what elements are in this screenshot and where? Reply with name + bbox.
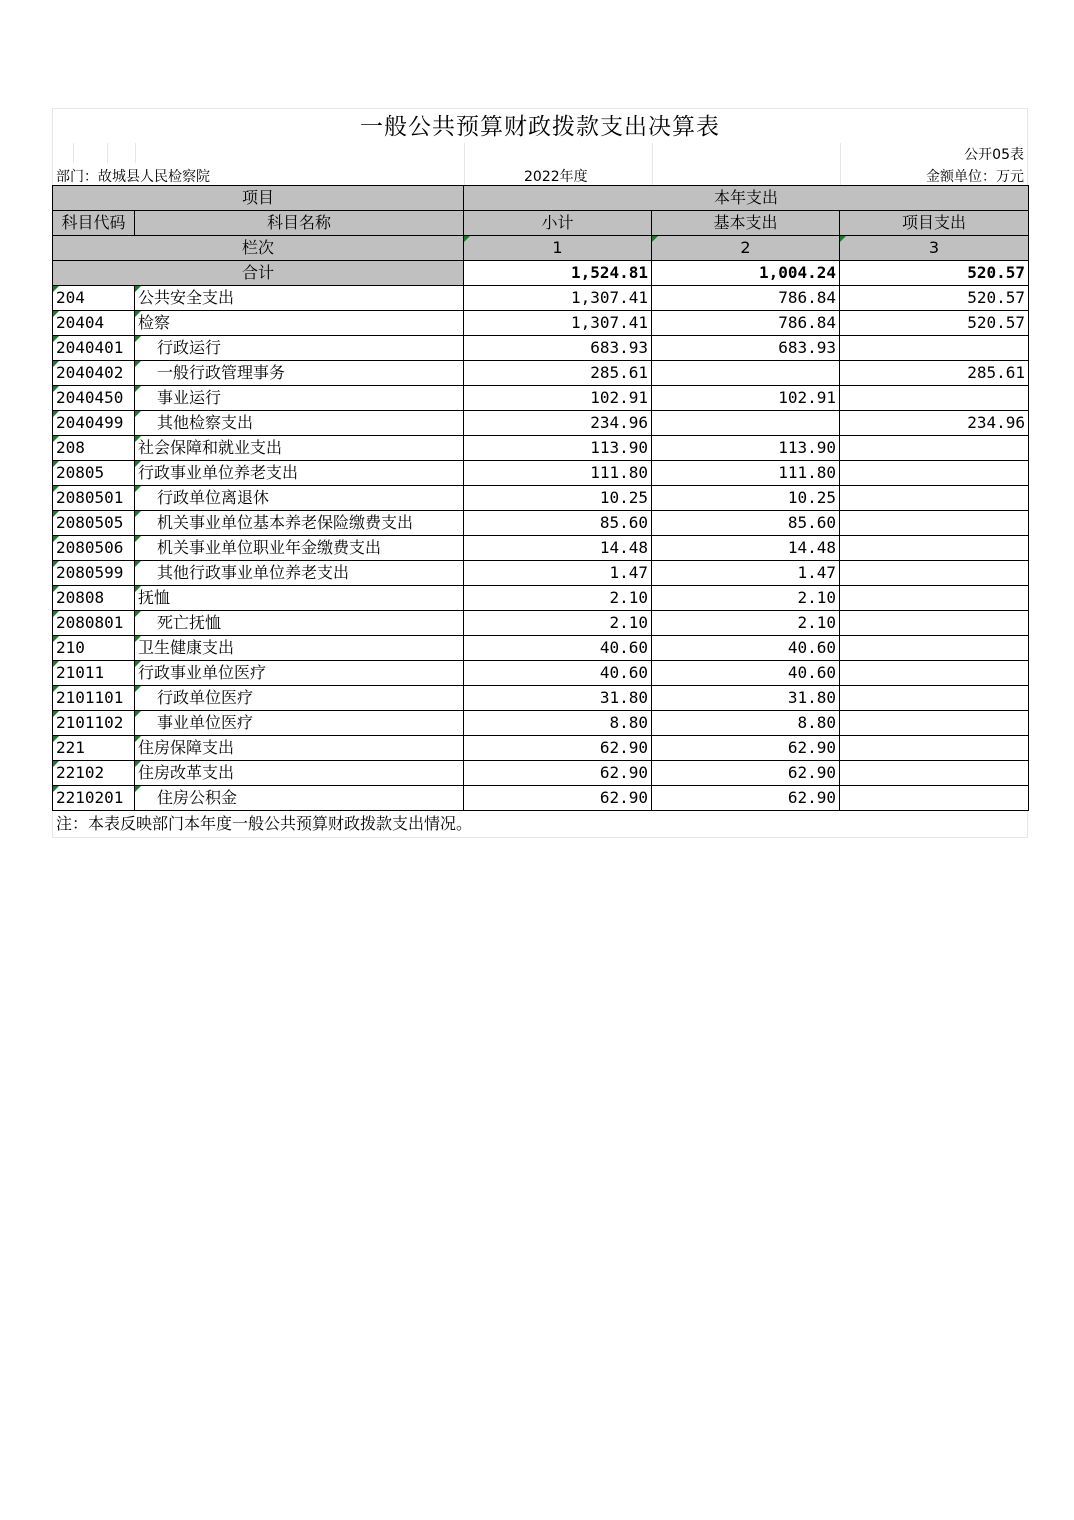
table-row [53,461,1029,486]
grid-guide [464,143,465,163]
row-subtotal: 62.90 [464,736,652,761]
report-sheet [52,108,1028,838]
row-subtotal: 10.25 [464,486,652,511]
row-code: 20404 [53,311,135,336]
row-subtotal: 113.90 [464,436,652,461]
row-subtotal: 1,307.41 [464,286,652,311]
header-subtotal: 小计 [464,211,652,236]
row-project [840,461,1029,486]
row-name: 卫生健康支出 [135,636,464,661]
row-code: 2101102 [53,711,135,736]
row-basic: 111.80 [652,461,840,486]
total-row [53,261,1029,286]
row-subtotal: 2.10 [464,586,652,611]
row-code: 2101101 [53,686,135,711]
fiscal-year: 2022年度 [524,169,588,185]
row-basic: 683.93 [652,336,840,361]
row-subtotal: 31.80 [464,686,652,711]
row-project [840,336,1029,361]
row-name: 死亡抚恤 [135,611,464,636]
table-row [53,536,1029,561]
row-project [840,511,1029,536]
row-subtotal: 8.80 [464,711,652,736]
row-name: 事业单位医疗 [135,711,464,736]
row-project: 520.57 [840,286,1029,311]
row-code: 2080506 [53,536,135,561]
column-index-3: 3 [840,236,1029,261]
row-subtotal: 85.60 [464,511,652,536]
row-project: 520.57 [840,311,1029,336]
grid-guide [73,143,74,163]
header-basic: 基本支出 [652,211,840,236]
row-subtotal: 683.93 [464,336,652,361]
row-name: 住房公积金 [135,786,464,811]
header-project-expenditure: 项目支出 [840,211,1029,236]
row-basic: 62.90 [652,736,840,761]
table-row [53,361,1029,386]
row-code: 2040499 [53,411,135,436]
row-basic: 786.84 [652,311,840,336]
row-basic: 40.60 [652,636,840,661]
table-row [53,761,1029,786]
footnote-text: 注：本表反映部门本年度一般公共预算财政拨款支出情况。 [56,814,473,833]
report-title-text: 一般公共预算财政拨款支出决算表 [360,114,720,140]
table-row [53,561,1029,586]
row-basic [652,361,840,386]
row-basic: 1.47 [652,561,840,586]
row-project [840,786,1029,811]
row-project [840,386,1029,411]
row-basic: 786.84 [652,286,840,311]
row-name: 机关事业单位职业年金缴费支出 [135,536,464,561]
row-subtotal: 234.96 [464,411,652,436]
table-row [53,661,1029,686]
row-project [840,586,1029,611]
department-label: 部门：故城县人民检察院 [56,169,210,185]
table-row [53,511,1029,536]
row-subtotal: 102.91 [464,386,652,411]
header-name: 科目名称 [135,211,464,236]
row-name: 检察 [135,311,464,336]
row-name: 行政运行 [135,336,464,361]
total-label: 合计 [53,261,464,286]
row-code: 208 [53,436,135,461]
row-project [840,486,1029,511]
table-row [53,586,1029,611]
total-project: 520.57 [840,261,1029,286]
row-basic: 62.90 [652,761,840,786]
table-row [53,786,1029,811]
row-code: 2040450 [53,386,135,411]
row-name: 公共安全支出 [135,286,464,311]
row-name: 住房改革支出 [135,761,464,786]
row-code: 2080599 [53,561,135,586]
table-row [53,486,1029,511]
total-subtotal: 1,524.81 [464,261,652,286]
row-subtotal: 285.61 [464,361,652,386]
header-current-year: 本年支出 [464,186,1029,211]
grid-guide [652,143,653,163]
row-subtotal: 1,307.41 [464,311,652,336]
row-code: 204 [53,286,135,311]
table-row [53,711,1029,736]
grid-guide [840,163,841,185]
row-subtotal: 40.60 [464,636,652,661]
row-basic: 85.60 [652,511,840,536]
row-name: 社会保障和就业支出 [135,436,464,461]
row-project: 285.61 [840,361,1029,386]
table-body [53,286,1029,811]
row-basic: 31.80 [652,686,840,711]
row-name: 一般行政管理事务 [135,361,464,386]
row-basic: 8.80 [652,711,840,736]
row-basic: 113.90 [652,436,840,461]
table-row [53,286,1029,311]
row-basic: 10.25 [652,486,840,511]
column-index-row [53,236,1029,261]
row-subtotal: 62.90 [464,761,652,786]
table-row [53,636,1029,661]
row-code: 2210201 [53,786,135,811]
row-basic: 40.60 [652,661,840,686]
row-code: 22102 [53,761,135,786]
row-basic: 2.10 [652,611,840,636]
row-code: 210 [53,636,135,661]
expenditure-table [52,185,1029,811]
table-number: 公开05表 [964,147,1024,163]
meta-row-table-no [52,143,1028,163]
row-basic [652,411,840,436]
row-basic: 62.90 [652,786,840,811]
row-basic: 2.10 [652,586,840,611]
grid-guide [107,143,108,163]
row-code: 21011 [53,661,135,686]
grid-guide [135,143,136,163]
row-name: 抚恤 [135,586,464,611]
header-row-group [53,186,1029,211]
row-code: 20805 [53,461,135,486]
row-subtotal: 40.60 [464,661,652,686]
table-row [53,736,1029,761]
table-row [53,611,1029,636]
column-index-1: 1 [464,236,652,261]
grid-guide [840,143,841,163]
row-project [840,736,1029,761]
table-row [53,686,1029,711]
table-row [53,436,1029,461]
row-code: 2040401 [53,336,135,361]
row-name: 住房保障支出 [135,736,464,761]
row-project [840,536,1029,561]
table-row [53,411,1029,436]
column-index-2: 2 [652,236,840,261]
row-code: 20808 [53,586,135,611]
row-name: 行政单位离退休 [135,486,464,511]
row-project [840,436,1029,461]
grid-guide [464,163,465,185]
table-row [53,336,1029,361]
row-subtotal: 111.80 [464,461,652,486]
row-code: 221 [53,736,135,761]
row-subtotal: 62.90 [464,786,652,811]
header-row-columns [53,211,1029,236]
row-project [840,561,1029,586]
grid-guide [652,163,653,185]
meta-row-department [52,163,1028,185]
row-code: 2040402 [53,361,135,386]
row-project [840,661,1029,686]
row-name: 事业运行 [135,386,464,411]
row-subtotal: 2.10 [464,611,652,636]
table-row [53,311,1029,336]
header-project: 项目 [53,186,464,211]
row-name: 行政单位医疗 [135,686,464,711]
row-basic: 102.91 [652,386,840,411]
total-basic: 1,004.24 [652,261,840,286]
row-code: 2080501 [53,486,135,511]
row-project [840,611,1029,636]
row-code: 2080801 [53,611,135,636]
row-basic: 14.48 [652,536,840,561]
row-code: 2080505 [53,511,135,536]
header-code: 科目代码 [53,211,135,236]
row-subtotal: 14.48 [464,536,652,561]
row-name: 其他行政事业单位养老支出 [135,561,464,586]
row-name: 行政事业单位医疗 [135,661,464,686]
footnote [52,811,1028,838]
row-name: 行政事业单位养老支出 [135,461,464,486]
row-project [840,636,1029,661]
report-title [52,108,1028,143]
table-row [53,386,1029,411]
row-project [840,686,1029,711]
row-name: 机关事业单位基本养老保险缴费支出 [135,511,464,536]
row-name: 其他检察支出 [135,411,464,436]
row-project [840,761,1029,786]
amount-unit: 金额单位：万元 [926,169,1024,185]
column-index-label: 栏次 [53,236,464,261]
row-project: 234.96 [840,411,1029,436]
row-project [840,711,1029,736]
row-subtotal: 1.47 [464,561,652,586]
